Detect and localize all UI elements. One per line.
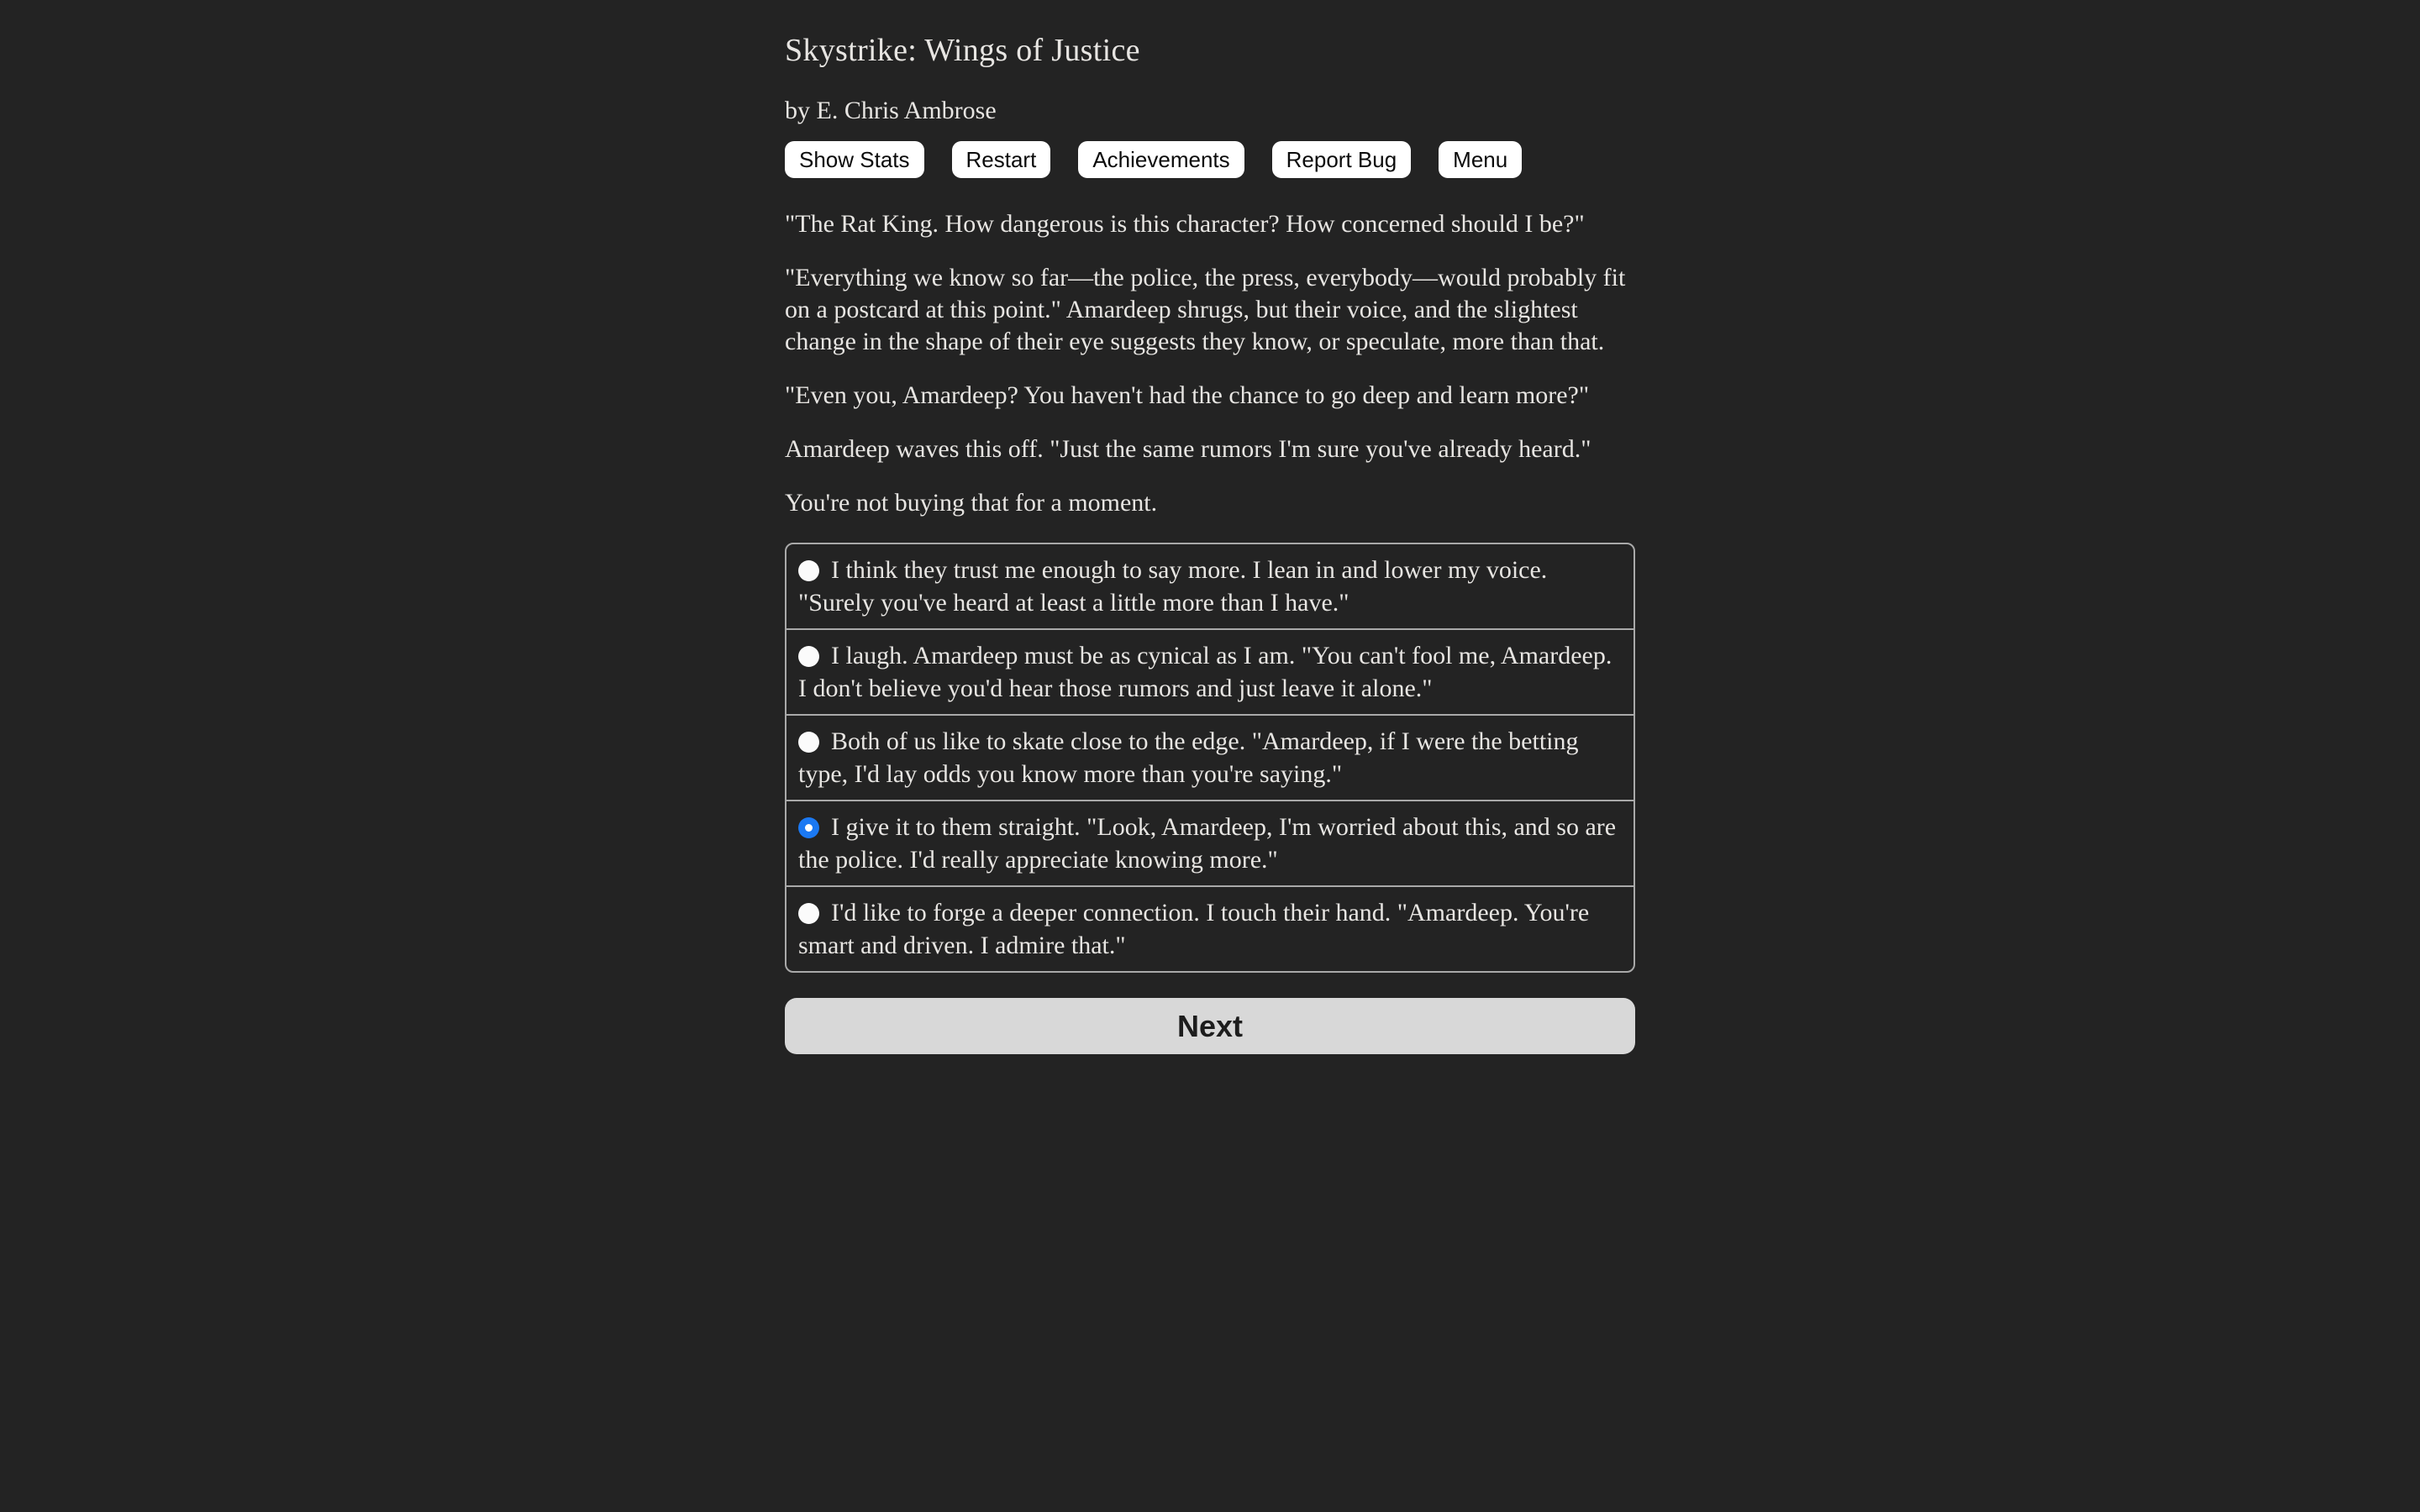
radio-unselected-icon[interactable] (798, 732, 819, 753)
achievements-button[interactable]: Achievements (1078, 141, 1244, 178)
next-button[interactable]: Next (785, 998, 1635, 1054)
author-byline: by E. Chris Ambrose (785, 97, 997, 124)
show-stats-button[interactable]: Show Stats (785, 141, 924, 178)
choice-option-5[interactable] (786, 885, 1634, 971)
choice-list (785, 543, 1635, 973)
radio-unselected-icon[interactable] (798, 646, 819, 667)
story-paragraph: Amardeep waves this off. "Just the same rumors I'm sure you've already heard." (785, 435, 1591, 463)
radio-selected-icon[interactable] (798, 817, 819, 838)
radio-unselected-icon[interactable] (798, 903, 819, 924)
choice-option-label: I give it to them straight. "Look, Amardeep, I'm worried about this, and so are the police. I'd really appreciate knowing more." (798, 813, 1617, 874)
story-text (785, 208, 1635, 519)
choice-option-label: I think they trust me enough to say more. I lean in and lower my voice. "Surely you've heard at least a little more than I have." (798, 556, 1548, 617)
choice-option-1[interactable] (786, 544, 1634, 628)
choice-option-2[interactable] (786, 628, 1634, 714)
radio-unselected-icon[interactable] (798, 560, 819, 581)
story-paragraph: "Even you, Amardeep? You haven't had the chance to go deep and learn more?" (785, 381, 1590, 409)
story-paragraph: "The Rat King. How dangerous is this character? How concerned should I be?" (785, 210, 1585, 238)
choice-option-label: Both of us like to skate close to the edge. "Amardeep, if I were the betting type, I'd lay odds you know more than you're saying." (798, 727, 1579, 788)
story-paragraph: "Everything we know so far—the police, the press, everybody—would probably fit on a postcard at this point." Amardeep shrugs, but their voice, and the slightest change in the shape of their eye suggests they know, or speculate, more than that. (785, 264, 1626, 355)
game-page (785, 0, 1635, 1054)
choice-option-label: I laugh. Amardeep must be as cynical as I am. "You can't fool me, Amardeep. I don't believe you'd hear those rumors and just leave it alone." (798, 642, 1612, 702)
toolbar (785, 141, 1635, 178)
choice-option-3[interactable] (786, 714, 1634, 800)
story-paragraph: You're not buying that for a moment. (785, 489, 1158, 517)
report-bug-button[interactable]: Report Bug (1272, 141, 1412, 178)
restart-button[interactable]: Restart (952, 141, 1051, 178)
menu-button[interactable]: Menu (1439, 141, 1522, 178)
choice-option-4[interactable] (786, 800, 1634, 885)
choice-option-label: I'd like to forge a deeper connection. I touch their hand. "Amardeep. You're smart and driven. I admire that." (798, 899, 1590, 959)
page-title: Skystrike: Wings of Justice (785, 33, 1140, 68)
